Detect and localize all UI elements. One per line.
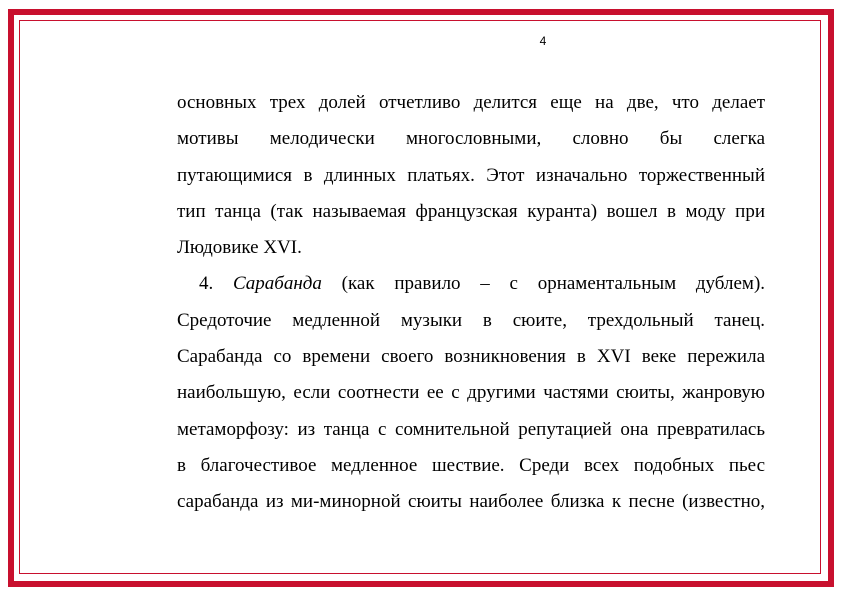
list-number: 4.: [199, 273, 214, 295]
paragraph-sarabande: [177, 266, 765, 520]
text-line: путающимися в длинных платьях. Этот изначально торжественный: [177, 164, 765, 186]
text-line: наибольшую, если соотнести ее с другими частями сюиты, жанровую: [177, 382, 765, 404]
page-number: 4: [539, 34, 547, 48]
text-line: основных трех долей отчетливо делится еще на две, что делает: [177, 92, 765, 113]
text-line: Сарабанда со времени своего возникновения в XVI веке пережила: [177, 346, 765, 368]
text-line: Средоточие медленной музыки в сюите, трехдольный танец.: [177, 309, 765, 331]
text-line: Людовике XVI.: [177, 237, 302, 259]
document-body: [177, 85, 765, 521]
heading-rest: (как правило – с орнаментальным дублем).: [341, 273, 766, 295]
dance-title: Сарабанда: [233, 273, 322, 295]
paragraph-courante: [177, 85, 765, 266]
text-line: метаморфозу: из танца с сомнительной репутацией она превратилась: [177, 418, 765, 440]
text-line-heading: [177, 266, 765, 302]
text-line: мотивы мелодически многословными, словно бы слегка: [177, 128, 765, 150]
text-line: в благочестивое медленное шествие. Среди всех подобных пьес: [177, 454, 765, 476]
text-line: тип танца (так называемая французская куранта) вошел в моду при: [177, 200, 765, 222]
text-line: сарабанда из ми-минорной сюиты наиболее близка к песне (известно,: [177, 491, 765, 513]
